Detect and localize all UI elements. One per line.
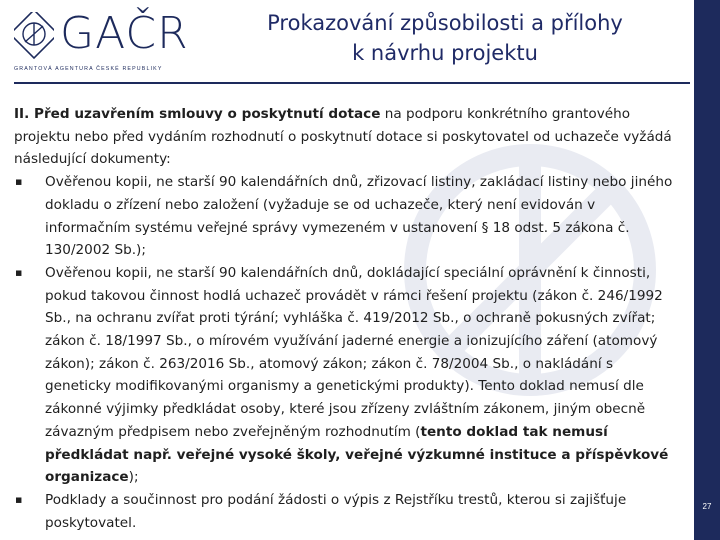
logo-subtitle: GRANTOVÁ AGENTURA ČESKÉ REPUBLIKY bbox=[14, 66, 163, 72]
logo-wordmark: GAČR bbox=[60, 8, 189, 59]
document-list bbox=[14, 171, 682, 534]
list-item-bold-text: tento doklad tak nemusí předkládat např. veřejné vysoké školy, veřejné výzkumné instituce a příspěvkové organizace bbox=[45, 423, 669, 486]
list-item bbox=[14, 489, 682, 534]
slide-title bbox=[200, 8, 690, 68]
slide-body bbox=[14, 103, 682, 534]
list-item-text: Podklady a součinnost pro podání žádosti o výpis z Rejstříku trestů, kterou si zajišťuje poskytovatel. bbox=[45, 491, 627, 531]
page-number: 27 bbox=[702, 502, 712, 511]
gacr-logo-mark-icon bbox=[14, 12, 54, 60]
list-item-text: Ověřenou kopii, ne starší 90 kalendářních dnů, dokládající speciální oprávnění k činnosti, pokud takovou činnost hodlá uchazeč provádět v rámci řešení projektu (zákon č. 246/1992 Sb., na ochranu zvířat proti týrání; vyhláška č. 419/2012 Sb., o ochraně pokusných zvířat; zákon č. 18/1997 Sb., o mírovém využívání jaderné energie a ionizujícího záření (atomový zákon); zákon č. 263/2016 Sb., atomový zákon; zákon č. 78/2004 Sb., o nakládání s geneticky modifikovanými organismy a genetickými produkty). Tento doklad nemusí dle zákonné výjimky předkládat osoby, které jsou zřízeny zvláštním zákonem, jiným obecně závazným předpisem nebo zveřejněným rozhodnutím ( bbox=[45, 264, 663, 440]
intro-bold-text: II. Před uzavřením smlouvy o poskytnutí dotace bbox=[14, 106, 381, 122]
square-bullet-icon: ▪ bbox=[15, 175, 23, 189]
list-item-text: Ověřenou kopii, ne starší 90 kalendářních dnů, zřizovací listiny, zakládací listiny nebo jiného dokladu o zřízení nebo založení (vyžaduje se od uchazeče, který není evidován v informačním systému veřejné správy vymezeném v ustanovení § 18 odst. 5 zákona č. 130/2002 Sb.); bbox=[45, 174, 673, 259]
gacr-logo[interactable] bbox=[14, 8, 189, 72]
slide-title-line-2: k návrhu projektu bbox=[352, 41, 538, 65]
list-item-tail-text: ); bbox=[128, 469, 139, 486]
intro-text: na podporu konkrétního grantového projektu nebo před vydáním rozhodnutí o poskytnutí dotace si poskytovatel od uchazeče vyžádá následující dokumenty: bbox=[14, 106, 672, 168]
header-divider bbox=[14, 82, 690, 84]
list-item bbox=[14, 171, 682, 262]
square-bullet-icon: ▪ bbox=[15, 265, 23, 279]
square-bullet-icon: ▪ bbox=[15, 492, 23, 506]
list-item bbox=[14, 262, 682, 489]
slide-title-line-1: Prokazování způsobilosti a přílohy bbox=[267, 11, 623, 35]
intro-paragraph bbox=[14, 103, 682, 171]
right-sidebar-band bbox=[694, 0, 720, 540]
